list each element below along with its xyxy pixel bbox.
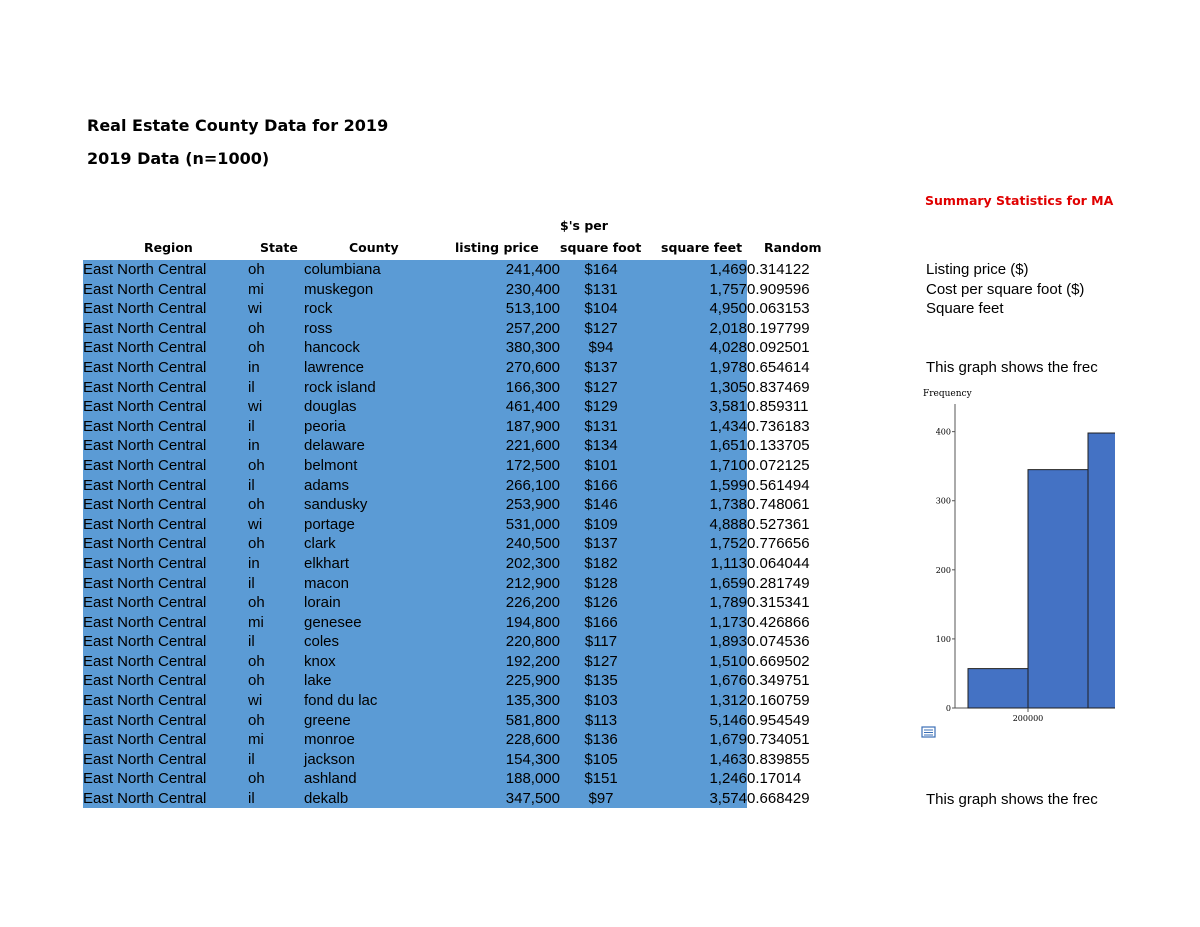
row-square-feet: 3,581 <box>709 398 747 416</box>
row-region: East North Central <box>83 750 207 768</box>
y-tick-label: 100 <box>935 634 951 644</box>
row-random: 0.17014 <box>747 769 821 789</box>
table-row <box>83 593 821 613</box>
header-per-sqft-line1: $'s per <box>560 218 608 233</box>
header-square-feet: square feet <box>661 240 743 255</box>
row-listing-price: 221,600 <box>505 437 560 455</box>
row-region: East North Central <box>83 476 207 494</box>
row-square-feet: 4,028 <box>709 339 747 357</box>
row-state: il <box>248 476 255 494</box>
row-price-per-sqft: $94 <box>588 339 614 357</box>
y-tick-label: 400 <box>935 427 951 437</box>
row-listing-price: 461,400 <box>505 398 560 416</box>
row-square-feet: 1,434 <box>709 417 747 435</box>
row-price-per-sqft: $126 <box>584 594 618 612</box>
table-row <box>83 613 821 633</box>
graph-caption-2: This graph shows the frec <box>926 791 1098 808</box>
row-price-per-sqft: $137 <box>584 358 618 376</box>
row-county: clark <box>304 535 336 553</box>
row-price-per-sqft: $109 <box>584 515 618 533</box>
row-county: portage <box>304 515 355 533</box>
table-icon[interactable] <box>922 727 935 737</box>
table-row <box>83 378 821 398</box>
row-state: in <box>248 358 260 376</box>
row-listing-price: 257,200 <box>505 319 560 337</box>
row-square-feet: 1,599 <box>709 476 747 494</box>
row-region: East North Central <box>83 261 207 278</box>
row-square-feet: 1,789 <box>709 594 747 612</box>
row-random: 0.837469 <box>747 378 821 398</box>
row-county: ross <box>304 319 333 337</box>
row-county: lake <box>304 672 332 690</box>
summary-item-listing-price: Listing price ($) <box>926 261 1029 278</box>
frequency-histogram <box>921 376 1115 744</box>
row-square-feet: 1,710 <box>709 456 747 474</box>
row-square-feet: 1,676 <box>709 672 747 690</box>
row-listing-price: 266,100 <box>505 476 560 494</box>
row-county: douglas <box>304 398 357 416</box>
row-state: mi <box>248 613 264 631</box>
table-row <box>83 632 821 652</box>
header-county: County <box>349 240 399 255</box>
row-state: oh <box>248 496 265 514</box>
row-price-per-sqft: $164 <box>584 261 618 278</box>
header-region: Region <box>144 240 193 255</box>
row-state: oh <box>248 672 265 690</box>
table-row <box>83 319 821 339</box>
row-county: sandusky <box>304 496 368 514</box>
row-random: 0.315341 <box>747 593 821 613</box>
data-table <box>83 260 821 809</box>
row-state: oh <box>248 339 265 357</box>
row-region: East North Central <box>83 770 207 788</box>
document-title: Real Estate County Data for 2019 <box>87 116 389 135</box>
table-row <box>83 299 821 319</box>
table-row <box>83 652 821 672</box>
row-listing-price: 220,800 <box>505 633 560 651</box>
row-county: lorain <box>304 594 341 612</box>
row-random: 0.074536 <box>747 632 821 652</box>
row-square-feet: 1,173 <box>709 613 747 631</box>
row-county: adams <box>304 476 350 494</box>
row-square-feet: 2,018 <box>709 319 747 337</box>
table-row <box>83 417 821 437</box>
row-price-per-sqft: $136 <box>584 731 618 749</box>
row-region: East North Central <box>83 280 207 298</box>
row-listing-price: 166,300 <box>505 378 560 396</box>
row-region: East North Central <box>83 398 207 416</box>
row-region: East North Central <box>83 652 207 670</box>
row-listing-price: 187,900 <box>505 417 560 435</box>
table-row <box>83 397 821 417</box>
row-county: rock island <box>304 378 376 396</box>
row-state: wi <box>248 692 263 710</box>
summary-item-cost-per-sqft: Cost per square foot ($) <box>926 281 1085 298</box>
row-county: dekalb <box>304 790 349 808</box>
row-state: il <box>248 750 255 768</box>
row-state: in <box>248 437 260 455</box>
table-row <box>83 671 821 691</box>
row-price-per-sqft: $151 <box>584 770 618 788</box>
row-square-feet: 1,978 <box>709 358 747 376</box>
row-listing-price: 513,100 <box>505 300 560 318</box>
row-listing-price: 202,300 <box>505 554 560 572</box>
row-square-feet: 1,305 <box>709 378 747 396</box>
document-subtitle: 2019 Data (n=1000) <box>87 149 270 168</box>
row-listing-price: 192,200 <box>505 652 560 670</box>
row-state: oh <box>248 319 265 337</box>
row-random: 0.748061 <box>747 495 821 515</box>
row-listing-price: 581,800 <box>505 711 560 729</box>
row-random: 0.561494 <box>747 476 821 496</box>
row-listing-price: 531,000 <box>505 515 560 533</box>
row-region: East North Central <box>83 417 207 435</box>
row-region: East North Central <box>83 731 207 749</box>
row-price-per-sqft: $131 <box>584 280 618 298</box>
row-price-per-sqft: $166 <box>584 476 618 494</box>
data-table-body <box>83 260 821 809</box>
table-row <box>83 691 821 711</box>
table-row <box>83 260 821 280</box>
row-state: wi <box>248 300 263 318</box>
row-random: 0.063153 <box>747 299 821 319</box>
row-county: jackson <box>304 750 355 768</box>
row-region: East North Central <box>83 672 207 690</box>
row-square-feet: 1,738 <box>709 496 747 514</box>
row-county: peoria <box>304 417 346 435</box>
row-state: oh <box>248 770 265 788</box>
row-price-per-sqft: $146 <box>584 496 618 514</box>
row-random: 0.133705 <box>747 436 821 456</box>
row-state: in <box>248 554 260 572</box>
row-region: East North Central <box>83 515 207 533</box>
y-tick-label: 0 <box>945 704 951 713</box>
row-state: oh <box>248 594 265 612</box>
row-random: 0.072125 <box>747 456 821 476</box>
row-square-feet: 1,679 <box>709 731 747 749</box>
summary-item-square-feet: Square feet <box>926 300 1004 317</box>
row-price-per-sqft: $105 <box>584 750 618 768</box>
row-state: il <box>248 790 255 808</box>
row-region: East North Central <box>83 633 207 651</box>
row-random: 0.859311 <box>747 397 821 417</box>
row-random: 0.197799 <box>747 319 821 339</box>
row-price-per-sqft: $128 <box>584 574 618 592</box>
row-region: East North Central <box>83 339 207 357</box>
table-row <box>83 456 821 476</box>
row-listing-price: 240,500 <box>505 535 560 553</box>
row-state: oh <box>248 535 265 553</box>
row-county: muskegon <box>304 280 374 298</box>
row-square-feet: 1,510 <box>709 652 747 670</box>
row-county: fond du lac <box>304 692 378 710</box>
row-square-feet: 4,888 <box>709 515 747 533</box>
row-region: East North Central <box>83 790 207 808</box>
row-price-per-sqft: $127 <box>584 378 618 396</box>
row-random: 0.668429 <box>747 789 821 809</box>
row-state: oh <box>248 261 265 278</box>
row-price-per-sqft: $103 <box>584 692 618 710</box>
row-region: East North Central <box>83 319 207 337</box>
row-county: genesee <box>304 613 362 631</box>
table-row <box>83 534 821 554</box>
row-square-feet: 1,463 <box>709 750 747 768</box>
graph-caption-1: This graph shows the frec <box>926 359 1098 376</box>
row-county: monroe <box>304 731 355 749</box>
row-county: belmont <box>304 456 358 474</box>
row-listing-price: 347,500 <box>505 790 560 808</box>
row-random: 0.776656 <box>747 534 821 554</box>
table-row <box>83 280 821 300</box>
row-price-per-sqft: $117 <box>584 633 618 651</box>
row-county: hancock <box>304 339 360 357</box>
y-tick-label: 200 <box>935 565 951 575</box>
row-state: il <box>248 378 255 396</box>
row-square-feet: 4,950 <box>709 300 747 318</box>
table-row <box>83 338 821 358</box>
table-row <box>83 436 821 456</box>
row-region: East North Central <box>83 613 207 631</box>
header-state: State <box>260 240 298 255</box>
row-county: elkhart <box>304 554 350 572</box>
row-listing-price: 154,300 <box>505 750 560 768</box>
table-row <box>83 730 821 750</box>
table-row <box>83 515 821 535</box>
row-state: oh <box>248 652 265 670</box>
row-county: greene <box>304 711 351 729</box>
row-county: delaware <box>304 437 365 455</box>
row-listing-price: 241,400 <box>505 261 560 278</box>
row-price-per-sqft: $182 <box>584 554 618 572</box>
row-county: coles <box>304 633 340 651</box>
header-random: Random <box>764 240 822 255</box>
row-price-per-sqft: $127 <box>584 319 618 337</box>
row-region: East North Central <box>83 378 207 396</box>
row-price-per-sqft: $97 <box>588 790 614 808</box>
row-region: East North Central <box>83 692 207 710</box>
row-price-per-sqft: $131 <box>584 417 618 435</box>
row-square-feet: 1,659 <box>709 574 747 592</box>
row-listing-price: 172,500 <box>505 456 560 474</box>
row-county: lawrence <box>304 358 365 376</box>
row-square-feet: 1,893 <box>709 633 747 651</box>
header-listing-price: listing price <box>455 240 539 255</box>
table-row <box>83 476 821 496</box>
header-per-sqft-line2: square foot <box>560 240 642 255</box>
table-row <box>83 495 821 515</box>
table-row <box>83 574 821 594</box>
row-state: wi <box>248 398 263 416</box>
row-listing-price: 228,600 <box>505 731 560 749</box>
row-price-per-sqft: $166 <box>584 613 618 631</box>
row-listing-price: 225,900 <box>505 672 560 690</box>
row-state: oh <box>248 456 265 474</box>
row-price-per-sqft: $127 <box>584 652 618 670</box>
row-county: ashland <box>304 770 357 788</box>
row-square-feet: 1,757 <box>709 280 747 298</box>
row-listing-price: 212,900 <box>505 574 560 592</box>
table-row <box>83 711 821 731</box>
row-random: 0.527361 <box>747 515 821 535</box>
row-random: 0.092501 <box>747 338 821 358</box>
row-random: 0.734051 <box>747 730 821 750</box>
row-state: il <box>248 574 255 592</box>
row-region: East North Central <box>83 456 207 474</box>
summary-heading: Summary Statistics for MA <box>925 193 1114 208</box>
row-random: 0.349751 <box>747 671 821 691</box>
row-state: mi <box>248 731 264 749</box>
row-region: East North Central <box>83 496 207 514</box>
x-tick-label-200000: 200000 <box>1012 714 1044 723</box>
row-listing-price: 194,800 <box>505 613 560 631</box>
table-row <box>83 554 821 574</box>
row-price-per-sqft: $129 <box>584 398 618 416</box>
row-random: 0.954549 <box>747 711 821 731</box>
table-row <box>83 769 821 789</box>
row-listing-price: 226,200 <box>505 594 560 612</box>
row-region: East North Central <box>83 574 207 592</box>
histogram-bar <box>1088 433 1115 708</box>
row-listing-price: 135,300 <box>505 692 560 710</box>
row-state: il <box>248 417 255 435</box>
row-price-per-sqft: $104 <box>584 300 618 318</box>
y-tick-label: 300 <box>935 496 951 506</box>
row-state: il <box>248 633 255 651</box>
row-listing-price: 230,400 <box>505 280 560 298</box>
row-listing-price: 188,000 <box>505 770 560 788</box>
row-region: East North Central <box>83 358 207 376</box>
row-state: wi <box>248 515 263 533</box>
y-axis-label: Frequency <box>923 389 972 399</box>
row-square-feet: 5,146 <box>709 711 747 729</box>
row-county: knox <box>304 652 336 670</box>
row-price-per-sqft: $134 <box>584 437 618 455</box>
row-square-feet: 1,651 <box>709 437 747 455</box>
row-state: mi <box>248 280 264 298</box>
row-price-per-sqft: $137 <box>584 535 618 553</box>
row-price-per-sqft: $135 <box>584 672 618 690</box>
row-county: macon <box>304 574 350 592</box>
row-random: 0.909596 <box>747 280 821 300</box>
row-region: East North Central <box>83 711 207 729</box>
row-random: 0.064044 <box>747 554 821 574</box>
row-random: 0.314122 <box>747 260 821 280</box>
table-row <box>83 358 821 378</box>
row-square-feet: 1,246 <box>709 770 747 788</box>
row-square-feet: 1,752 <box>709 535 747 553</box>
row-region: East North Central <box>83 535 207 553</box>
row-random: 0.281749 <box>747 574 821 594</box>
row-random: 0.736183 <box>747 417 821 437</box>
row-listing-price: 380,300 <box>505 339 560 357</box>
row-random: 0.839855 <box>747 750 821 770</box>
row-region: East North Central <box>83 300 207 318</box>
row-square-feet: 3,574 <box>709 790 747 808</box>
row-price-per-sqft: $113 <box>584 711 618 729</box>
row-random: 0.160759 <box>747 691 821 711</box>
row-square-feet: 1,113 <box>710 554 747 572</box>
row-random: 0.426866 <box>747 613 821 633</box>
row-square-feet: 1,469 <box>709 261 747 278</box>
row-county: rock <box>304 300 333 318</box>
row-region: East North Central <box>83 594 207 612</box>
row-region: East North Central <box>83 554 207 572</box>
row-random: 0.654614 <box>747 358 821 378</box>
row-county: columbiana <box>304 261 381 278</box>
row-square-feet: 1,312 <box>709 692 747 710</box>
row-random: 0.669502 <box>747 652 821 672</box>
histogram-bar <box>1028 470 1088 708</box>
row-listing-price: 270,600 <box>505 358 560 376</box>
table-row <box>83 789 821 809</box>
histogram-bar <box>968 669 1028 708</box>
row-price-per-sqft: $101 <box>584 456 618 474</box>
row-region: East North Central <box>83 437 207 455</box>
row-state: oh <box>248 711 265 729</box>
row-listing-price: 253,900 <box>505 496 560 514</box>
table-row <box>83 750 821 770</box>
